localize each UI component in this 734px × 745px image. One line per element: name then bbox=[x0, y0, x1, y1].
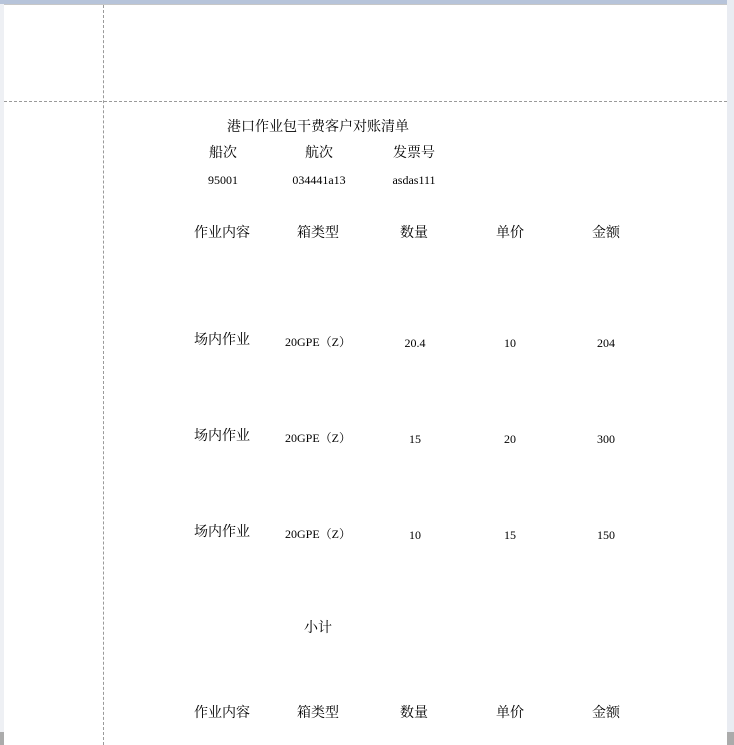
voyage-label: 航次 bbox=[305, 145, 333, 161]
top-margin-guide bbox=[4, 101, 727, 102]
report-page bbox=[4, 4, 727, 745]
repeat-header-amount: 金额 bbox=[592, 705, 620, 721]
ship-label: 船次 bbox=[209, 145, 237, 161]
table-row-3-amount: 150 bbox=[597, 528, 615, 542]
window-right-edge bbox=[727, 0, 734, 732]
repeat-header-quantity: 数量 bbox=[400, 705, 428, 721]
table-row-3-unit-price: 15 bbox=[504, 528, 516, 542]
table-row-3-content: 场内作业 bbox=[194, 524, 250, 540]
table-row-2-content: 场内作业 bbox=[194, 428, 250, 444]
table-row-1-box-type: 20GPE（Z） bbox=[284, 335, 352, 349]
voyage-value: 034441a13 bbox=[292, 173, 346, 187]
table-row-2-amount: 300 bbox=[597, 432, 615, 446]
subtotal-label: 小计 bbox=[304, 620, 332, 636]
table-row-2-quantity: 15 bbox=[409, 432, 421, 446]
table-row-1-content: 场内作业 bbox=[194, 332, 250, 348]
repeat-header-content: 作业内容 bbox=[194, 705, 250, 721]
invoice-value: asdas111 bbox=[392, 173, 436, 187]
report-title: 港口作业包干费客户对账清单 bbox=[227, 119, 409, 135]
repeat-header-unit-price: 单价 bbox=[496, 705, 524, 721]
header-content: 作业内容 bbox=[194, 225, 250, 241]
table-row-3-box-type: 20GPE（Z） bbox=[284, 527, 352, 541]
header-amount: 金额 bbox=[592, 225, 620, 241]
repeat-header-box-type: 箱类型 bbox=[297, 705, 339, 721]
table-row-1-unit-price: 10 bbox=[504, 336, 516, 350]
header-unit-price: 单价 bbox=[496, 225, 524, 241]
left-margin-guide bbox=[103, 5, 104, 745]
table-row-2-unit-price: 20 bbox=[504, 432, 516, 446]
table-row-1-quantity: 20.4 bbox=[404, 336, 426, 350]
header-quantity: 数量 bbox=[400, 225, 428, 241]
invoice-label: 发票号 bbox=[393, 145, 435, 161]
table-row-1-amount: 204 bbox=[597, 336, 615, 350]
table-row-2-box-type: 20GPE（Z） bbox=[284, 431, 352, 445]
ship-value: 95001 bbox=[208, 173, 238, 187]
table-row-3-quantity: 10 bbox=[409, 528, 421, 542]
header-box-type: 箱类型 bbox=[297, 225, 339, 241]
